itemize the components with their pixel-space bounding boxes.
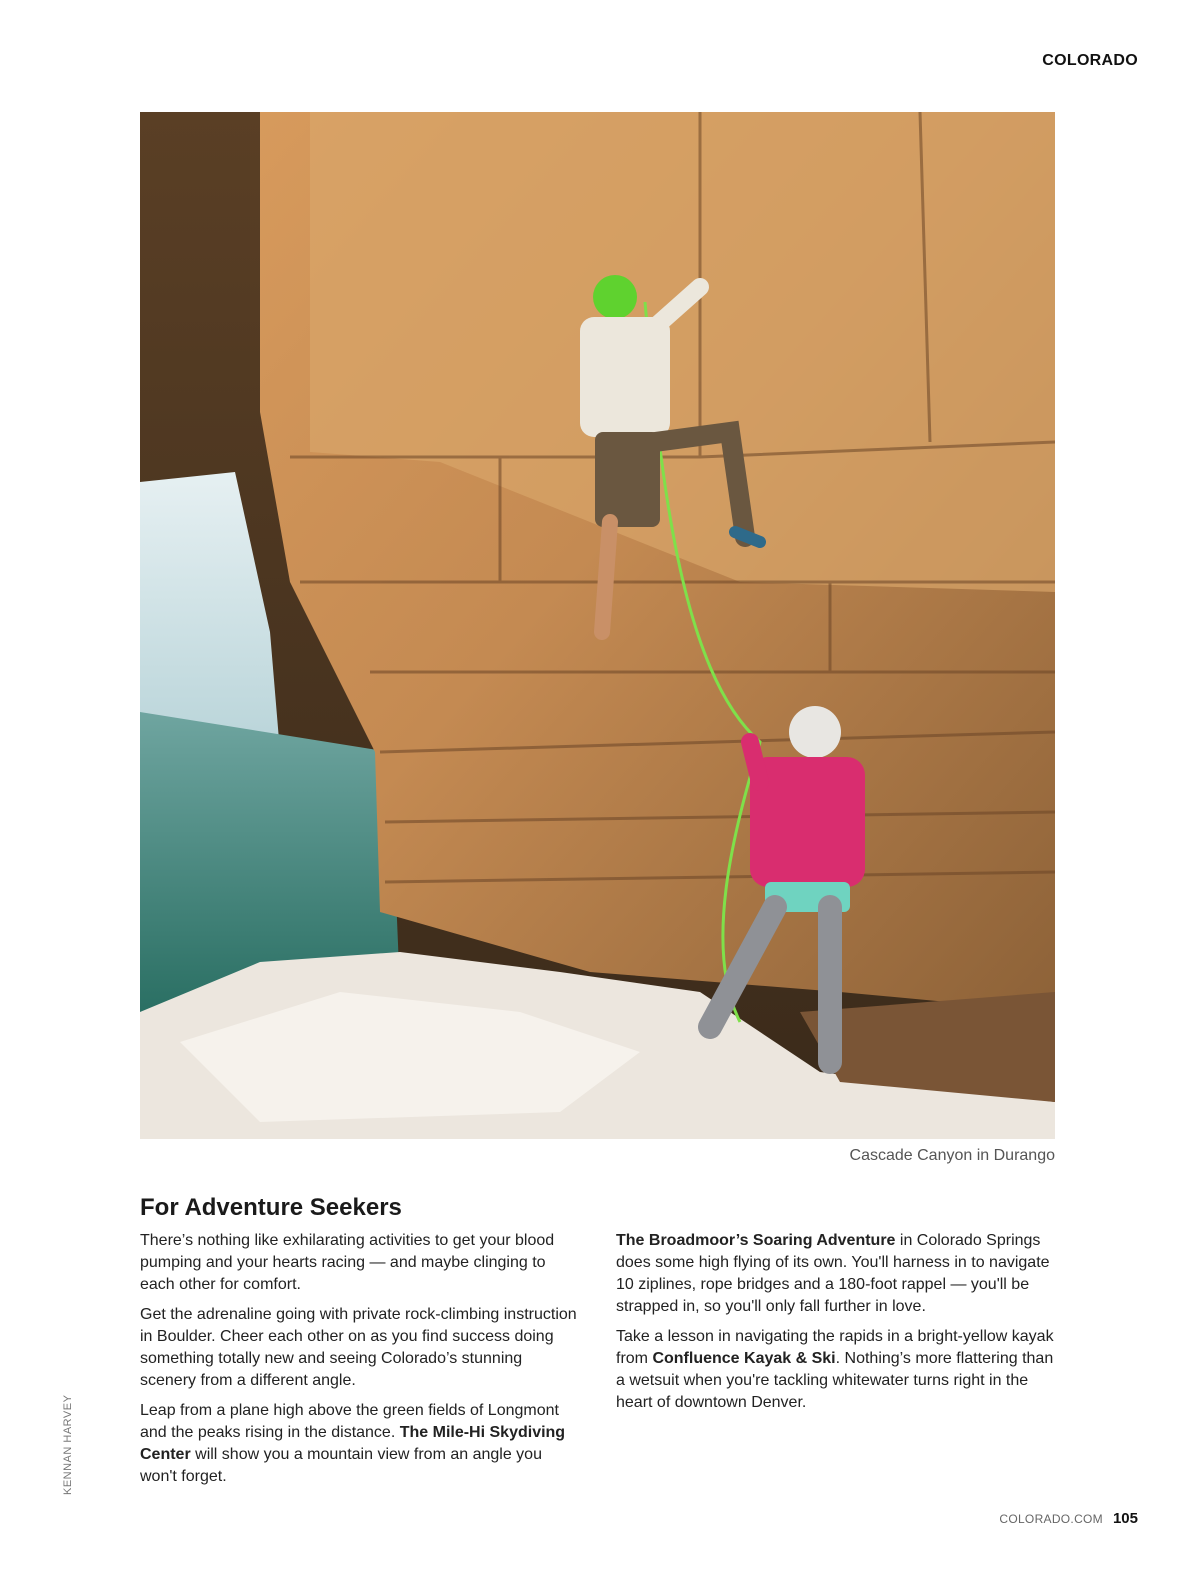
paragraph: There’s nothing like exhilarating activities to get your blood pumping and your hearts racing — and maybe clinging to each other for comfort. (140, 1232, 555, 1293)
photo-credit: KENNAN HARVEY (62, 1394, 74, 1495)
climbing-illustration (140, 112, 1055, 1139)
article-heading: For Adventure Seekers (140, 1194, 402, 1221)
climbing-photo (140, 112, 1055, 1139)
paragraph: Get the adrenaline going with private rock-climbing instruction in Boulder. Cheer each other on as you find success doing something totally new and seeing Colorado’s stunning scenery from a different angle. (140, 1306, 577, 1389)
business-name: Confluence Kayak & Ski (652, 1350, 836, 1367)
photo-caption: Cascade Canyon in Durango (849, 1147, 1055, 1164)
paragraph: Leap from a plane high above the green fields of Longmont and the peaks rising in the distance. The Mile-Hi Skydiving Center will show you a mountain view from an angle you won't forget. (140, 1402, 566, 1485)
footer-site: COLORADO.COM (999, 1512, 1103, 1526)
section-label: COLORADO (1042, 52, 1138, 69)
business-name: The Mile-Hi Skydiving Center (140, 1424, 566, 1463)
paragraph: The Broadmoor’s Soaring Adventure in Colorado Springs does some high flying of its own. You'll harness in to navigate 10 ziplines, rope bridges and a 180-foot rappel — you'll be strapped in, so you'll only fall further in love. (616, 1232, 1050, 1315)
page-number: 105 (1112, 1510, 1138, 1527)
business-name: The Broadmoor’s Soaring Adventure (616, 1232, 896, 1249)
article-column-left (140, 1230, 580, 1496)
article-column-right (616, 1230, 1056, 1422)
paragraph: Take a lesson in navigating the rapids in a bright-yellow kayak from Confluence Kayak & Ski. Nothing’s more flattering than a wetsuit when you're tackling whitewater turns right in the heart of downtown Denver. (616, 1328, 1054, 1411)
page-footer (999, 1510, 1138, 1527)
